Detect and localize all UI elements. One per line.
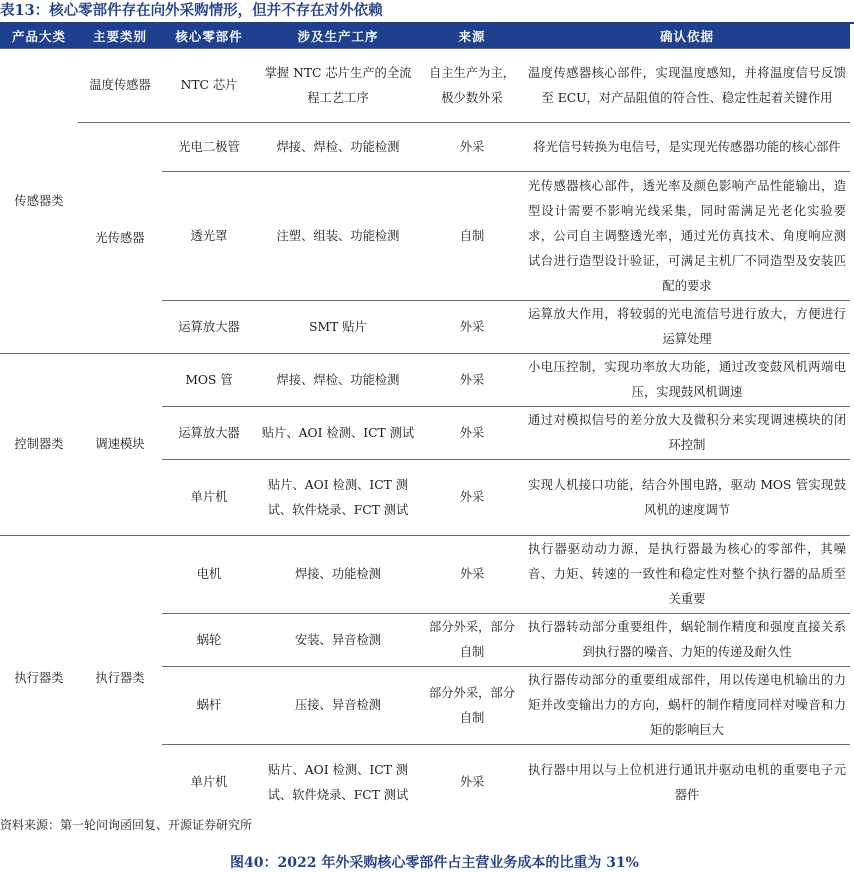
basis-cell: 小电压控制，实现功率放大功能，通过改变鼓风机两端电压，实现鼓风机调速 xyxy=(524,354,850,407)
header-core-part: 核心零部件 xyxy=(162,24,256,49)
process-cell: 贴片、AOI 检测、ICT 测试、软件烧录、FCT 测试 xyxy=(256,460,420,536)
source-cell: 外采 xyxy=(420,123,524,172)
source-cell: 部分外采，部分自制 xyxy=(420,614,524,667)
header-main-category: 主要类别 xyxy=(78,24,162,49)
process-cell: 贴片、AOI 检测、ICT 测试 xyxy=(256,407,420,460)
process-cell: 压接、异音检测 xyxy=(256,667,420,745)
basis-cell: 执行器传动部分的重要组成部件，用以传递电机输出的力矩并改变输出力的方向，蜗杆的制作精度同样对噪音和力矩的影响巨大 xyxy=(524,667,850,745)
group-cell: 传感器类 xyxy=(0,49,78,354)
process-cell: 焊接、功能检测 xyxy=(256,536,420,614)
basis-cell: 通过对模拟信号的差分放大及微积分来实现调速模块的闭环控制 xyxy=(524,407,850,460)
source-cell: 自制 xyxy=(420,172,524,301)
part-cell: MOS 管 xyxy=(162,354,256,407)
basis-cell: 运算放大作用，将较弱的光电流信号进行放大，方便进行运算处理 xyxy=(524,301,850,354)
source-cell: 外采 xyxy=(420,460,524,536)
category-cell: 执行器类 xyxy=(78,536,162,821)
process-cell: 贴片、AOI 检测、ICT 测试、软件烧录、FCT 测试 xyxy=(256,745,420,821)
source-note: 资料来源：第一轮问询函回复、开源证券研究所 xyxy=(0,818,253,832)
source-cell: 自主生产为主，极少数外采 xyxy=(420,49,524,123)
source-cell: 外采 xyxy=(420,536,524,614)
process-cell: 掌握 NTC 芯片生产的全流程工艺工序 xyxy=(256,49,420,123)
figure-title: 图40：2022 年外采购核心零部件占主营业务成本的比重为 31% xyxy=(230,855,639,871)
part-cell: NTC 芯片 xyxy=(162,49,256,123)
basis-cell: 实现人机接口功能，结合外围电路，驱动 MOS 管实现鼓风机的速度调节 xyxy=(524,460,850,536)
part-cell: 单片机 xyxy=(162,745,256,821)
source-cell: 外采 xyxy=(420,354,524,407)
table-row xyxy=(0,536,850,614)
group-cell: 控制器类 xyxy=(0,354,78,536)
table-row xyxy=(0,123,850,172)
parts-table xyxy=(0,24,850,820)
header-source: 来源 xyxy=(420,24,524,49)
header-basis: 确认依据 xyxy=(524,24,850,49)
basis-cell: 将光信号转换为电信号，是实现光传感器功能的核心部件 xyxy=(524,123,850,172)
part-cell: 运算放大器 xyxy=(162,301,256,354)
category-cell: 光传感器 xyxy=(78,123,162,354)
part-cell: 单片机 xyxy=(162,460,256,536)
part-cell: 透光罩 xyxy=(162,172,256,301)
process-cell: 注塑、组装、功能检测 xyxy=(256,172,420,301)
basis-cell: 执行器转动部分重要组件，蜗轮制作精度和强度直接关系到执行器的噪音、力矩的传递及耐久性 xyxy=(524,614,850,667)
basis-cell: 温度传感器核心部件，实现温度感知，并将温度信号反馈至 ECU，对产品阻值的符合性、稳定性起着关键作用 xyxy=(524,49,850,123)
part-cell: 电机 xyxy=(162,536,256,614)
source-cell: 外采 xyxy=(420,745,524,821)
category-cell: 温度传感器 xyxy=(78,49,162,123)
source-cell: 部分外采，部分自制 xyxy=(420,667,524,745)
basis-cell: 执行器中用以与上位机进行通讯并驱动电机的重要电子元器件 xyxy=(524,745,850,821)
process-cell: 焊接、焊检、功能检测 xyxy=(256,354,420,407)
process-cell: SMT 贴片 xyxy=(256,301,420,354)
table-title: 表13：核心零部件存在向外采购情形，但并不存在对外依赖 xyxy=(0,2,383,19)
part-cell: 蜗轮 xyxy=(162,614,256,667)
part-cell: 蜗杆 xyxy=(162,667,256,745)
process-cell: 安装、异音检测 xyxy=(256,614,420,667)
group-cell: 执行器类 xyxy=(0,536,78,821)
part-cell: 光电二极管 xyxy=(162,123,256,172)
source-cell: 外采 xyxy=(420,301,524,354)
header-product-class: 产品大类 xyxy=(0,24,78,49)
basis-cell: 光传感器核心部件，透光率及颜色影响产品性能输出，造型设计需要不影响光线采集，同时需满足光老化实验要求，公司自主调整透光率，通过光仿真技术、角度响应测试台进行造型设计验证，可满足主机厂不同造型及安装匹配的要求 xyxy=(524,172,850,301)
basis-cell: 执行器驱动动力源，是执行器最为核心的零部件，其噪音、力矩、转速的一致性和稳定性对整个执行器的品质至关重要 xyxy=(524,536,850,614)
part-cell: 运算放大器 xyxy=(162,407,256,460)
category-cell: 调速模块 xyxy=(78,354,162,536)
table-header-row xyxy=(0,24,850,49)
header-process: 涉及生产工序 xyxy=(256,24,420,49)
table-row xyxy=(0,49,850,123)
source-cell: 外采 xyxy=(420,407,524,460)
process-cell: 焊接、焊检、功能检测 xyxy=(256,123,420,172)
table-row xyxy=(0,354,850,407)
